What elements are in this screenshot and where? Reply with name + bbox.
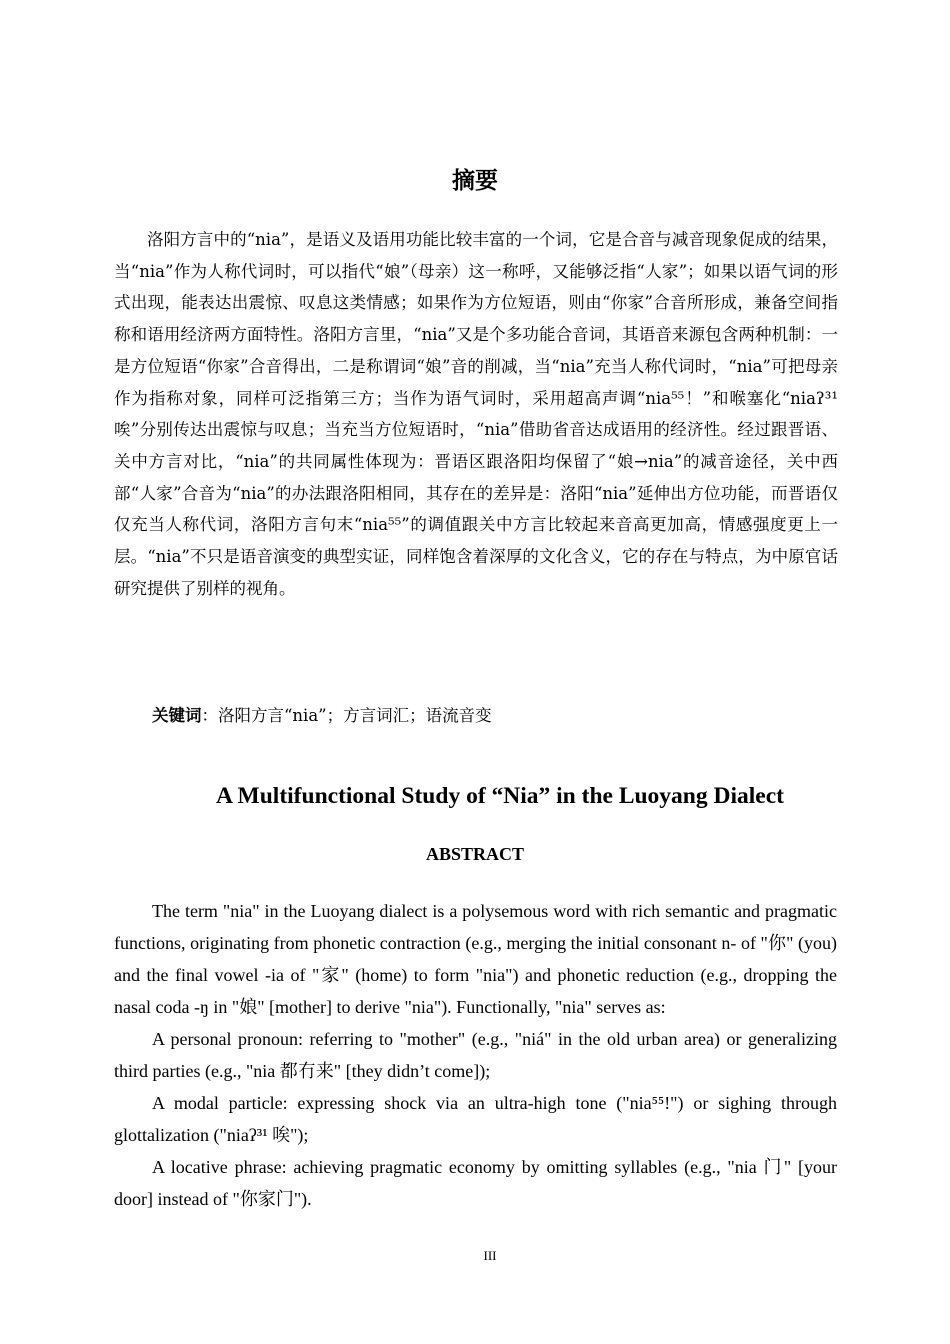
chinese-abstract-body: 洛阳方言中的“nia”，是语义及语用功能比较丰富的一个词，它是合音与减音现象促成的结果，当“nia”作为人称代词时，可以指代“娘”（母亲）这一称呼，又能够泛指“人家”；如果以语气词的形式出现，能表达出震惊、叹息这类情感；如果作为方位短语，则由“你家”合音所形成，兼备空间指称和语用经济两方面特性。洛阳方言里，“nia”又是个多功能合音词，其语音来源包含两种机制：一是方位短语“你家”合音得出，二是称谓词“娘”音的削减，当“nia”充当人称代词时，“nia”可把母亲作为指称对象，同样可泛指第三方；当作为语气词时，采用超高声调“nia⁵⁵！”和喉塞化“niaʔ³¹ 唉”分别传达出震惊与叹息；当充当方位短语时，“nia”借助省音达成语用的经济性。经过跟晋语、关中方言对比，“nia”的共同属性体现为：晋语区跟洛阳均保留了“娘→nia”的减音途径，关中西部“人家”合音为“nia”的办法跟洛阳相同，其存在的差异是：洛阳“nia”延伸出方位功能，而晋语仅仅充当人称代词，洛阳方言句末“nia⁵⁵”的调值跟关中方言比较起来音高更加高，情感强度更上一层。“nia”不只是语音演变的典型实证，同样饱含着深厚的文化含义，它的存在与特点，为中原官话研究提供了别样的视角。 — [114, 230, 838, 598]
keywords-text: 洛阳方言“nia”；方言词汇；语流音变 — [218, 706, 492, 725]
keywords-separator: ： — [201, 706, 218, 725]
english-paragraph: The term "nia" in the Luoyang dialect is a polysemous word with rich semantic and pragmatic functions, originating from phonetic contraction (e.g., merging the initial consonant n- of "你" (you) and the final vowel -ia of "家" (home) to form "nia") and phonetic reduction (e.g., dropping the nasal coda -ŋ in "娘" [mother] to derive "nia"). Functionally, "nia" serves as: — [114, 901, 837, 1017]
chinese-abstract-title: 摘要 — [452, 168, 498, 194]
english-paragraph: A locative phrase: achieving pragmatic economy by omitting syllables (e.g., "nia 门" [your door] instead of "你家门"). — [114, 1157, 837, 1209]
english-paragraph: A modal particle: expressing shock via an ultra-high tone ("nia⁵⁵!") or sighing through glottalization ("niaʔ³¹ 唉"); — [114, 1093, 837, 1145]
page-number: III — [483, 1248, 497, 1263]
english-paper-title: A Multifunctional Study of “Nia” in the Luoyang Dialect — [216, 783, 784, 809]
keywords-line — [152, 702, 492, 730]
english-abstract-heading: ABSTRACT — [425, 844, 525, 864]
english-paragraph: A personal pronoun: referring to "mother" (e.g., "niá" in the old urban area) or generalizing third parties (e.g., "nia 都冇来" [they didn’t come]); — [114, 1029, 837, 1081]
english-abstract-body — [114, 895, 837, 1215]
keywords-label: 关键词 — [152, 706, 202, 725]
